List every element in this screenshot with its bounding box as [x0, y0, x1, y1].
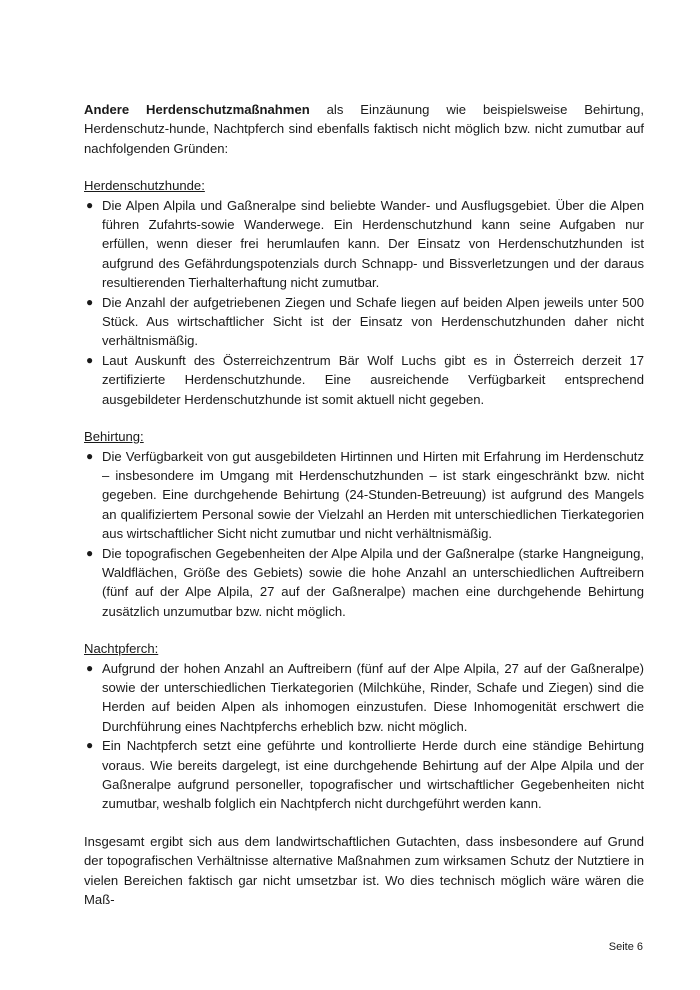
section-behirtung	[84, 427, 644, 621]
bullet-icon: ●	[86, 448, 94, 463]
bullet-icon: ●	[86, 738, 94, 753]
bullet-icon: ●	[86, 545, 94, 560]
page-body	[84, 100, 644, 909]
section-nachtpferch	[84, 639, 644, 814]
bullet-list	[84, 447, 644, 622]
list-item	[84, 293, 644, 351]
list-item-text: Die Anzahl der aufgetriebenen Ziegen und Schafe liegen auf beiden Alpen jeweils unter 500 Stück. Aus wirtschaftlicher Sicht ist der Einsatz von Herdenschutzhunden daher nicht verhältnismäßig.	[102, 294, 644, 349]
list-item-text: Die topografischen Gegebenheiten der Alpe Alpila und der Gaßneralpe (starke Hangneigung, Waldflächen, Größe des Gebiets) sowie die hohe Anzahl an unterschiedlichen Auftreibern (fünf auf der Alpe Alpila, 27 auf der Gaßneralpe) machen eine durchgehende Behirtung zusätzlich unzumutbar bzw. nicht möglich.	[102, 545, 644, 619]
list-item-text: Die Alpen Alpila und Gaßneralpe sind beliebte Wander- und Ausflugsgebiet. Über die Alpen führen Zufahrts-sowie Wanderwege. Ein Herdenschutzhund kann seine Aufgaben nur erfüllen, wenn dieser frei herumlaufen kann. Der Einsatz von Herdenschutzhunden ist aufgrund des Gefährdungspotenzials durch Schnapp- und Bissverletzungen und der daraus resultierenden Tierhalterhaftung nicht zumutbar.	[102, 197, 644, 291]
intro-paragraph	[84, 100, 644, 158]
list-item	[84, 351, 644, 409]
list-item-text: Laut Auskunft des Österreichzentrum Bär Wolf Luchs gibt es in Österreich derzeit 17 zertifizierte Herdenschutzhunde. Eine ausreichende Verfügbarkeit entsprechend ausgebildeter Herdenschutzhunde ist somit aktuell nicht gegeben.	[102, 352, 644, 407]
list-item	[84, 659, 644, 737]
list-item	[84, 736, 644, 814]
intro-text: als Einzäunung wie beispielsweise Behirtung, Herdenschutz-hunde, Nachtpferch sind ebenfalls faktisch nicht möglich bzw. nicht zumutbar auf nachfolgenden Gründen:	[84, 102, 644, 156]
bullet-icon: ●	[86, 660, 94, 675]
list-item	[84, 447, 644, 544]
list-item	[84, 544, 644, 622]
list-item-text: Ein Nachtpferch setzt eine geführte und kontrollierte Herde durch eine ständige Behirtung voraus. Wie bereits dargelegt, ist eine durchgehende Behirtung auf der Alpe Alpila und der Gaßneralpe aufgrund personeller, topografischer und wirtschaftlicher Gegebenheiten nicht zumutbar, weshalb folglich ein Nachtpferch nicht durchgeführt werden kann.	[102, 738, 644, 812]
intro-bold-lead: Andere Herdenschutzmaßnahmen	[84, 102, 310, 117]
section-herdenschutzhunde	[84, 176, 644, 409]
closing-paragraph: Insgesamt ergibt sich aus dem landwirtschaftlichen Gutachten, dass insbesondere auf Grund der topografischen Verhältnisse alternative Maßnahmen zum wirksamen Schutz der Nutztiere in vielen Bereichen faktisch gar nicht umsetzbar ist. Wo dies technisch möglich wäre wären die Maß-	[84, 833, 644, 908]
section-title: Nachtpferch:	[84, 641, 159, 657]
bullet-icon: ●	[86, 197, 94, 212]
section-title: Behirtung:	[84, 429, 144, 445]
list-item	[84, 196, 644, 293]
list-item-text: Die Verfügbarkeit von gut ausgebildeten Hirtinnen und Hirten mit Erfahrung im Herdenschutz – insbesondere im Umgang mit Herdenschutzhunden – ist stark eingeschränkt bzw. nicht gegeben. Eine durchgehende Behirtung (24-Stunden-Betreuung) ist aufgrund des Mangels an qualifiziertem Personal sowie der Vielzahl an Herden mit unterschiedlichen Tierkategorien aus wirtschaftlicher Sicht nicht zumutbar und nicht verhältnismäßig.	[102, 448, 644, 542]
bullet-list	[84, 659, 644, 814]
bullet-icon: ●	[86, 294, 94, 309]
bullet-list	[84, 196, 644, 409]
list-item-text: Aufgrund der hohen Anzahl an Auftreibern (fünf auf der Alpe Alpila, 27 auf der Gaßneralpe) sowie der unterschiedlichen Tierkategorien (Milchkühe, Rinder, Schafe und Ziegen) sind die Herden auf beiden Alpen als inhomogen einzustufen. Diese Inhomogenität erschwert die Durchführung eines Nachtpferchs erheblich bzw. nicht möglich.	[102, 660, 644, 734]
page-number: Seite 6	[608, 941, 643, 953]
bullet-icon: ●	[86, 352, 94, 367]
section-title: Herdenschutzhunde:	[84, 178, 205, 194]
